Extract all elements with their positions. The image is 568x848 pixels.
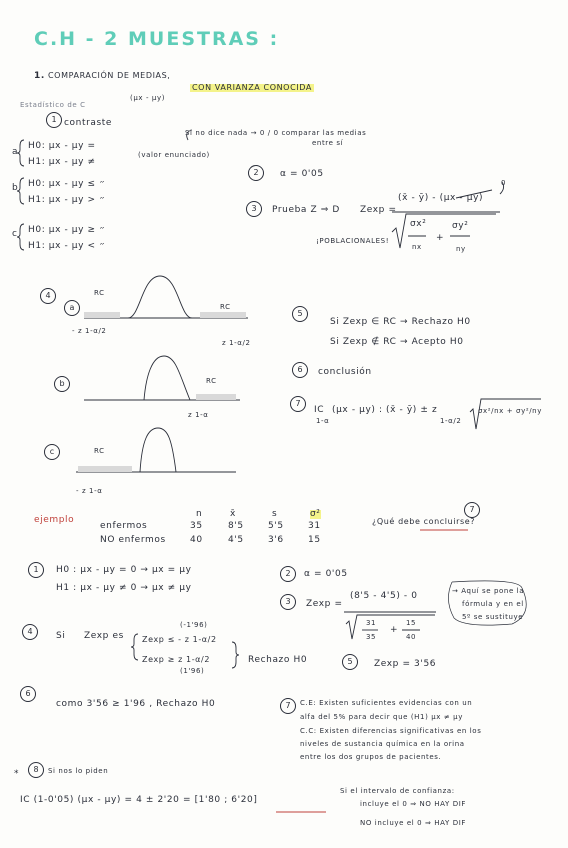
sol8-number: 8 [28,762,44,778]
row1-s: 5'5 [268,521,284,531]
sol7-line1: C.E: Existen suficientes evidencias con un [300,699,473,707]
step3-number: 3 [246,201,262,217]
col-mean: x̄ [230,509,236,519]
rc-b: RC [206,377,217,385]
ic-label: IC [314,405,325,415]
z-b: z 1-α [188,411,209,419]
sol3-numerator: (8'5 - 4'5) - 0 [350,591,418,601]
step4-number: 4 [40,288,56,304]
ic-note2: incluye el 0 ⇒ NO HAY DIF [360,800,466,808]
sol1-number: 1 [28,562,44,578]
sigma-y: σy² [452,221,469,231]
sol4-rechazo: Rechazo H0 [248,655,308,665]
rc-c: RC [94,447,105,455]
step2-number: 2 [248,165,264,181]
row2-var: 15 [308,535,321,545]
question-step-number: 7 [464,502,480,518]
sol4-val2: (1'96) [180,667,205,675]
sol7-line5: entre los dos grupos de pacientes. [300,753,442,761]
sol3-zexp: Zexp = [306,599,343,609]
row2-name: NO enfermos [100,535,166,545]
sol6-number: 6 [20,686,36,702]
section-title: COMPARACIÓN DE MEDIAS, [48,71,171,80]
case-b-h0: H0: µx - µy ≤ ״ [28,179,106,189]
n-x: nx [412,243,422,251]
sol3-b-num: 15 [406,619,417,627]
alpha: α = 0'05 [280,169,324,179]
note-line1: → Aquí se pone la [452,587,525,595]
sol4-number: 4 [22,624,38,640]
sol7-line4: niveles de sustancia química en la orina [300,740,465,748]
case-b-letter: b [12,183,19,193]
case-c-letter: c [12,229,18,239]
sol8-label: Si nos lo piden [48,767,109,775]
case-a-h1: H1: µx - µy ≠ [28,157,96,167]
ic-sqrt: σx²/nx + σy²/ny [478,407,542,415]
sol7-number: 7 [280,698,296,714]
col-s: s [272,509,278,519]
case-b-h1: H1: µx - µy > ״ [28,195,106,205]
sol4-zexp-es: Zexp es [84,631,124,641]
row1-n: 35 [190,521,203,531]
row1-name: enfermos [100,521,148,531]
valor-enunciado: (valor enunciado) [138,151,210,159]
zexp-numerator: (x̄ - ȳ) - (µx - µy) [398,193,484,203]
section-number: 1. [34,71,45,81]
numerator-zero: 0 [501,179,507,187]
prueba-z: Prueba Z ⇒ D [272,205,340,215]
sol4-si: Si [56,631,66,641]
zexp-label: Zexp = [360,205,397,215]
section-sub: (µx - µy) [130,94,166,102]
sol7-line3: C.C: Existen diferencias significativas en los [300,727,482,735]
stat-label: Estadístico de C [20,101,86,109]
note-line2: fórmula y en el [462,600,524,608]
z-left-a: - z 1-α/2 [72,327,107,335]
case-c-h1: H1: µx - µy < ״ [28,241,106,251]
sol1-h0: H0 : µx - µy = 0 → µx = µy [56,565,192,575]
ic-z-sub: 1-α/2 [440,417,462,425]
sol4-val1: (-1'96) [180,621,208,629]
decision-reject: Si Zexp ∈ RC → Rechazo H0 [330,317,471,327]
rc-right-a: RC [220,303,231,311]
page-title: C.H - 2 MUESTRAS : [34,28,280,50]
sol6-text: como 3'56 ≥ 1'96 , Rechazo H0 [56,699,216,709]
example-question: ¿Qué debe concluirse? [372,517,476,526]
step1-note1: Si no dice nada → 0 / 0 comparar las medias [185,129,367,137]
rc-left-a: RC [94,289,105,297]
sigma-x: σx² [410,219,427,229]
row2-mean: 4'5 [228,535,244,545]
step7-number: 7 [290,396,306,412]
plus-sign: + [436,233,445,243]
sol3-plus: + [390,625,399,635]
sol2-alpha: α = 0'05 [304,569,348,579]
step1-note2: entre sí [312,139,344,147]
col-n: n [196,509,203,519]
z-right-a: z 1-α/2 [222,339,251,347]
step1-label: contraste [64,118,113,128]
sol2-number: 2 [280,566,296,582]
col-var: σ² [310,509,321,519]
sol3-a-den: 35 [366,633,377,641]
sol3-b-den: 40 [406,633,417,641]
sol3-a-num: 31 [366,619,377,627]
ic-note1: Si el intervalo de confianza: [340,787,455,795]
step6-number: 6 [292,362,308,378]
sol4-cond2: Zexp ≥ z 1-α/2 [142,655,211,664]
ic-sub: 1-α [316,417,330,425]
poblacionales: ¡POBLACIONALES! [316,237,390,245]
sol8-star: * [14,769,20,779]
sol5-zexp: Zexp = 3'56 [374,659,437,669]
row2-s: 3'6 [268,535,284,545]
ic-formula: (µx - µy) : (x̄ - ȳ) ± z [332,405,438,415]
note-line3: 5º se sustituye [462,613,524,621]
row1-mean: 8'5 [228,521,244,531]
case-a-letter: a [12,147,19,157]
decision-accept: Si Zexp ∉ RC → Acepto H0 [330,337,464,347]
sol4-cond1: Zexp ≤ - z 1-α/2 [142,635,217,644]
n-y: ny [456,245,466,253]
step5-number: 5 [292,306,308,322]
step4-a-letter: a [64,300,80,316]
ic-final: IC (1-0'05) (µx - µy) = 4 ± 2'20 = [1'80 ; 6'20] [20,795,258,805]
ic-note3: NO incluye el 0 ⇒ HAY DIF [360,819,466,827]
sol3-number: 3 [280,594,296,610]
sol1-h1: H1 : µx - µy ≠ 0 → µx ≠ µy [56,583,192,593]
section-highlight: CON VARIANZA CONOCIDA [192,83,312,92]
example-label: ejemplo [34,515,75,525]
z-c: - z 1-α [76,487,103,495]
step1-number: 1 [46,112,62,128]
sol5-number: 5 [342,654,358,670]
sol7-line2: alfa del 5% para decir que (H1) µx ≠ µy [300,713,463,721]
conclusion-label: conclusión [318,367,372,377]
row2-n: 40 [190,535,203,545]
case-c-h0: H0: µx - µy ≥ ״ [28,225,106,235]
row1-var: 31 [308,521,321,531]
case-a-h0: H0: µx - µy = [28,141,96,151]
step4-b-letter: b [54,376,70,392]
step4-c-letter: c [44,444,60,460]
